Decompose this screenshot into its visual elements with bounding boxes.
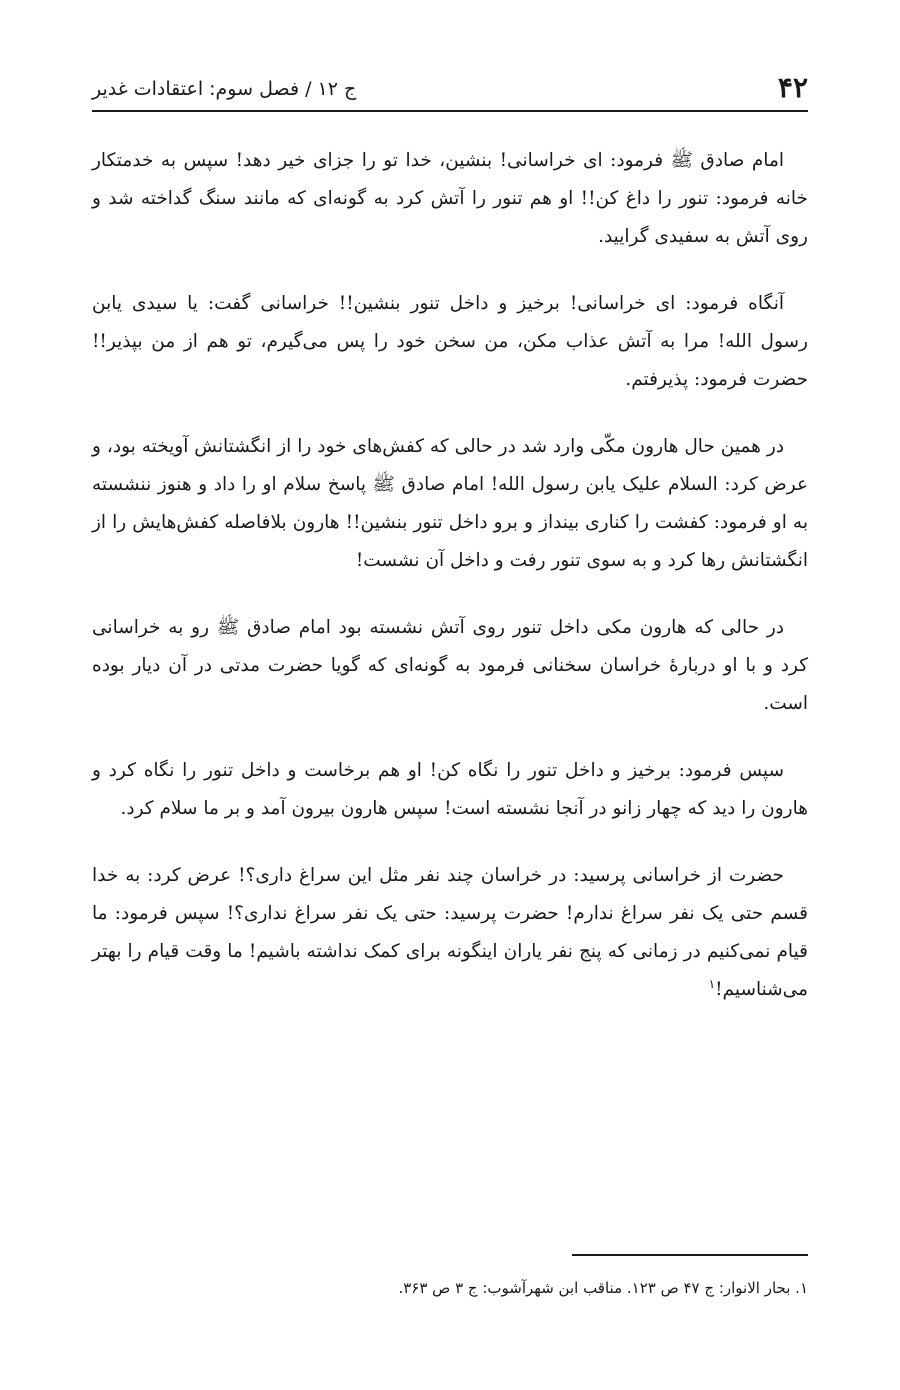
page-number: ۴۲ [777, 71, 808, 104]
paragraph-3: در همین حال هارون مکّی وارد شد در حالی که کفش‌های خود را از انگشتانش آویخته بود، و عرض کرد: السلام علیک یابن رسول الله! امام صادق ﷺ پاسخ سلام او را داد و هنوز ننشسته به او فرمود: کفشت را کناری بینداز و برو داخل تنور بنشین!! هارون بلافاصله کفش‌هایش را از انگشتانش رها کرد و به سوی تنور رفت و داخل آن نشست! [92, 436, 808, 571]
page-header [92, 60, 808, 112]
paragraph-4: در حالی که هارون مکی داخل تنور روی آتش نشسته بود امام صادق ﷺ رو به خراسانی کرد و با او دربارهٔ خراسان سخنانی فرمود به گونه‌ای که گویا حضرت مدتی در آن دیار بوده است. [92, 617, 808, 714]
paragraph-6 [92, 857, 808, 1009]
body-text [92, 142, 808, 1038]
paragraph-6-text: حضرت از خراسانی پرسید: در خراسان چند نفر مثل این سراغ داری؟! عرض کرد: به خدا قسم حتی یک نفر سراغ ندارم! حضرت پرسید: حتی یک نفر سراغ نداری؟! سپس فرمود: ما قیام نمی‌کنیم در زمانی که پنج نفر یاران اینگونه برای کمک نداشته باشیم! ما وقت قیام را بهتر می‌شناسیم! [92, 865, 808, 1000]
paragraph-1: امام صادق ﷺ فرمود: ای خراسانی! بنشین، خدا تو را جزای خیر دهد! سپس به خدمتکار خانه فرمود: تنور را داغ کن!! او هم تنور را آتش کرد به گونه‌ای که مانند سنگ گداخته شد و روی آتش به سفیدی گرایید. [92, 150, 808, 247]
paragraph-2: آنگاه فرمود: ای خراسانی! برخیز و داخل تنور بنشین!! خراسانی گفت: یا سیدی یابن رسول الله! مرا به آتش عذاب مکن، من سخن خود را پس می‌گیرم، تو هم از من بپذیر!! حضرت فرمود: پذیرفتم. [92, 293, 808, 390]
footnote-divider [572, 1254, 808, 1256]
paragraph-5: سپس فرمود: برخیز و داخل تنور را نگاه کن! او هم برخاست و داخل تنور را نگاه کرد و هارون را دید که چهار زانو در آنجا نشسته است! سپس هارون بیرون آمد و بر ما سلام کرد. [92, 760, 808, 819]
footnote: ۱. بحار الانوار: ج ۴۷ ص ۱۲۳. مناقب ابن شهرآشوب: ج ۳ ص ۳۶۳. [398, 1279, 808, 1297]
running-head: ج ۱۲ / فصل سوم: اعتقادات غدیر [92, 78, 357, 100]
footnote-reference[interactable]: ۱ [708, 976, 716, 991]
